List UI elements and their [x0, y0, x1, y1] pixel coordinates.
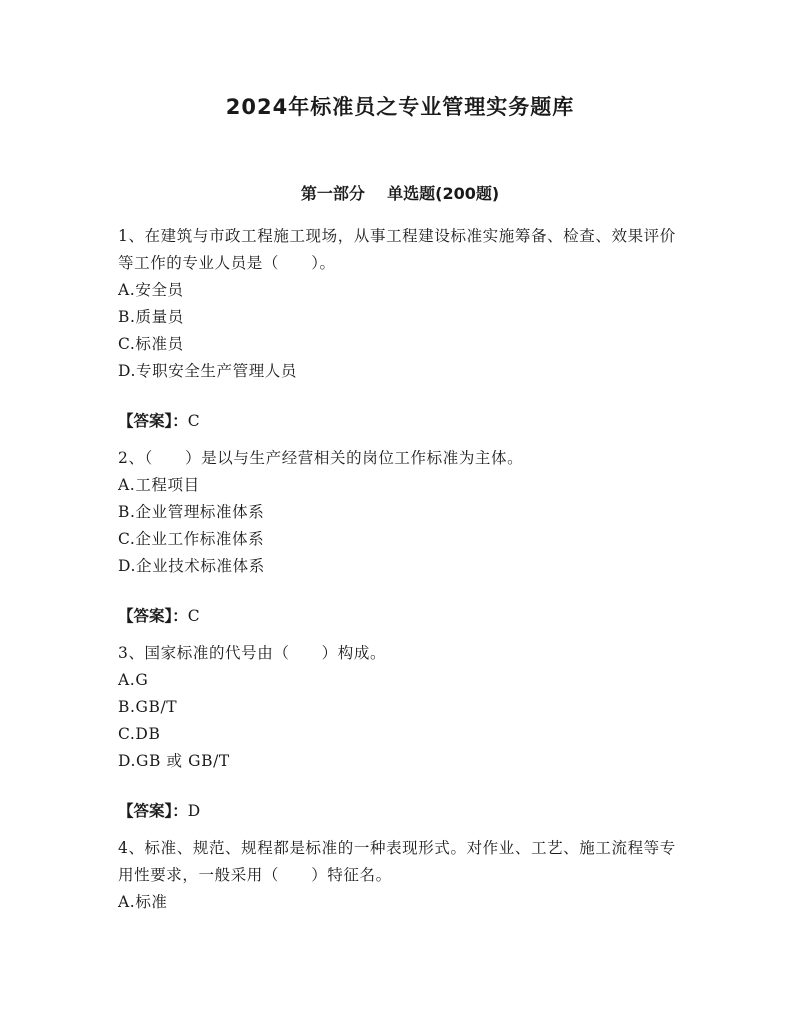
option-d: D.GB 或 GB/T [118, 752, 230, 770]
option-b: B.GB/T [118, 698, 178, 716]
option-c: C.企业工作标准体系 [118, 530, 265, 548]
option-d: D.专职安全生产管理人员 [118, 362, 298, 380]
answer-label: 【答案】： [118, 802, 188, 820]
answer-line [118, 408, 688, 435]
section-title: 第一部分 单选题(200题) [300, 184, 500, 203]
option-a: A.工程项目 [118, 476, 200, 494]
option-b: B.质量员 [118, 308, 184, 326]
option-b: B.企业管理标准体系 [118, 503, 265, 521]
answer-value: C [187, 412, 200, 430]
option-a: A.安全员 [118, 281, 184, 299]
answer-line [118, 798, 688, 825]
option-d: D.企业技术标准体系 [118, 557, 265, 575]
option-a: A.标准 [118, 893, 168, 911]
answer-value: D [187, 802, 201, 820]
question-stem: 3、国家标准的代号由（ ）构成。 [118, 644, 387, 662]
question-3 [118, 640, 688, 825]
question-4 [118, 835, 688, 916]
question-stem: 4、标准、规范、规程都是标准的一种表现形式。对作业、工艺、施工流程等专用性要求，一般采用（ ）特征名。 [118, 839, 676, 884]
document-title: 2024年标准员之专业管理实务题库 [225, 95, 575, 119]
option-c: C.DB [118, 725, 161, 743]
option-a: A.G [118, 671, 149, 689]
question-stem: 1、在建筑与市政工程施工现场，从事工程建设标准实施筹备、检查、效果评价等工作的专业人员是（ ）。 [118, 227, 676, 272]
question-1 [118, 223, 688, 435]
answer-label: 【答案】： [118, 412, 188, 430]
answer-label: 【答案】： [118, 607, 188, 625]
question-list [118, 223, 688, 916]
option-c: C.标准员 [118, 335, 184, 353]
answer-value: C [187, 607, 200, 625]
question-2 [118, 445, 688, 630]
answer-line [118, 603, 688, 630]
question-stem: 2、（ ）是以与生产经营相关的岗位工作标准为主体。 [118, 449, 524, 467]
